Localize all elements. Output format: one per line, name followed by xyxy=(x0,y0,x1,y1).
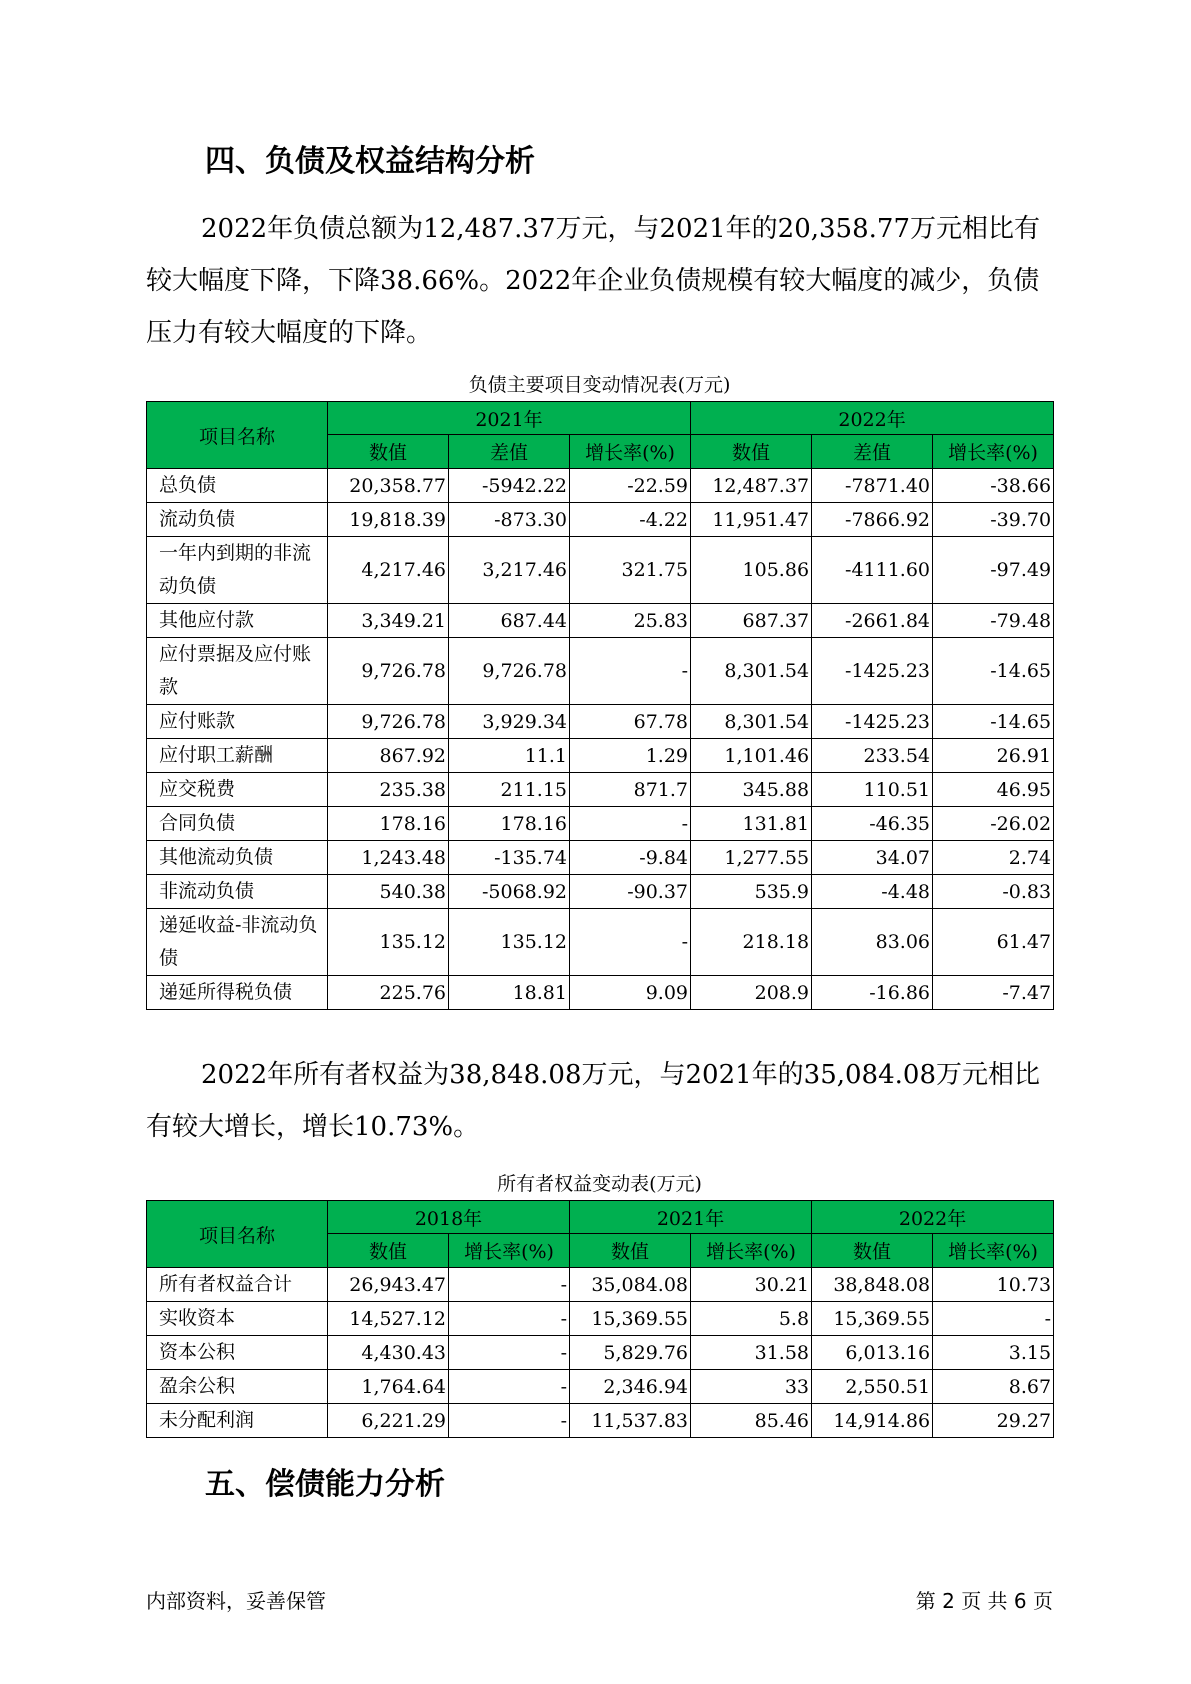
sub-header-growth: 增长率(%) xyxy=(449,1234,570,1268)
row-label: 应付账款 xyxy=(147,705,328,739)
table-cell: 1.29 xyxy=(570,739,691,773)
table-cell: 1,101.46 xyxy=(691,739,812,773)
table-cell: -14.65 xyxy=(933,638,1054,705)
table-cell: 4,217.46 xyxy=(328,537,449,604)
row-label: 未分配利润 xyxy=(147,1404,328,1438)
table-cell: 3,929.34 xyxy=(449,705,570,739)
table-cell: 46.95 xyxy=(933,773,1054,807)
table-cell: 867.92 xyxy=(328,739,449,773)
sub-header-growth: 增长率(%) xyxy=(691,1234,812,1268)
row-label: 其他应付款 xyxy=(147,604,328,638)
table-cell: 2,550.51 xyxy=(812,1370,933,1404)
table-cell: 61.47 xyxy=(933,909,1054,976)
table-cell: 20,358.77 xyxy=(328,469,449,503)
row-label: 盈余公积 xyxy=(147,1370,328,1404)
table-cell: -39.70 xyxy=(933,503,1054,537)
table-cell: 687.37 xyxy=(691,604,812,638)
table-cell: 687.44 xyxy=(449,604,570,638)
table-cell: -1425.23 xyxy=(812,705,933,739)
table-cell: 1,277.55 xyxy=(691,841,812,875)
table-cell: -0.83 xyxy=(933,875,1054,909)
table-cell: -90.37 xyxy=(570,875,691,909)
table-cell: 6,013.16 xyxy=(812,1336,933,1370)
table-cell: - xyxy=(449,1268,570,1302)
sub-header-growth: 增长率(%) xyxy=(933,435,1054,469)
table-cell: 233.54 xyxy=(812,739,933,773)
table-cell: - xyxy=(570,909,691,976)
table-cell: -46.35 xyxy=(812,807,933,841)
table-row xyxy=(147,1302,1054,1336)
table-cell: 8,301.54 xyxy=(691,705,812,739)
row-label: 非流动负债 xyxy=(147,875,328,909)
sub-header-diff: 差值 xyxy=(812,435,933,469)
table-cell: -2661.84 xyxy=(812,604,933,638)
year-header-2022: 2022年 xyxy=(812,1201,1054,1234)
col-header-item-name: 项目名称 xyxy=(147,402,328,469)
table-cell: -26.02 xyxy=(933,807,1054,841)
table-cell: 131.81 xyxy=(691,807,812,841)
table-row xyxy=(147,739,1054,773)
table-row xyxy=(147,469,1054,503)
table-cell: -7.47 xyxy=(933,976,1054,1010)
table-cell: 26,943.47 xyxy=(328,1268,449,1302)
table-cell: 211.15 xyxy=(449,773,570,807)
sub-header-value: 数值 xyxy=(328,435,449,469)
table-cell: 9,726.78 xyxy=(328,638,449,705)
table-cell: 8.67 xyxy=(933,1370,1054,1404)
year-header-2021: 2021年 xyxy=(328,402,691,435)
table-row xyxy=(147,638,1054,705)
liabilities-table xyxy=(146,401,1054,1010)
table-cell: 871.7 xyxy=(570,773,691,807)
table-cell: - xyxy=(449,1336,570,1370)
row-label: 应付票据及应付账款 xyxy=(147,638,328,705)
table-cell: 225.76 xyxy=(328,976,449,1010)
col-header-item-name: 项目名称 xyxy=(147,1201,328,1268)
table-cell: 9.09 xyxy=(570,976,691,1010)
table-cell: 218.18 xyxy=(691,909,812,976)
table-cell: 110.51 xyxy=(812,773,933,807)
year-header-2022: 2022年 xyxy=(691,402,1054,435)
row-label: 应交税费 xyxy=(147,773,328,807)
table-cell: 8,301.54 xyxy=(691,638,812,705)
sub-header-growth: 增长率(%) xyxy=(933,1234,1054,1268)
table-cell: 2.74 xyxy=(933,841,1054,875)
table-row xyxy=(147,773,1054,807)
table-cell: -4.22 xyxy=(570,503,691,537)
table-cell: -16.86 xyxy=(812,976,933,1010)
table-cell: 30.21 xyxy=(691,1268,812,1302)
table-cell: -5942.22 xyxy=(449,469,570,503)
sub-header-value: 数值 xyxy=(570,1234,691,1268)
year-header-2018: 2018年 xyxy=(328,1201,570,1234)
table-cell: 34.07 xyxy=(812,841,933,875)
table-cell: 1,764.64 xyxy=(328,1370,449,1404)
row-label: 所有者权益合计 xyxy=(147,1268,328,1302)
sub-header-diff: 差值 xyxy=(449,435,570,469)
table-cell: 26.91 xyxy=(933,739,1054,773)
table-row xyxy=(147,909,1054,976)
table-cell: -4111.60 xyxy=(812,537,933,604)
table-cell: - xyxy=(933,1302,1054,1336)
table-cell: 33 xyxy=(691,1370,812,1404)
table-cell: 38,848.08 xyxy=(812,1268,933,1302)
table-cell: 15,369.55 xyxy=(570,1302,691,1336)
table-cell: 25.83 xyxy=(570,604,691,638)
table-cell: -5068.92 xyxy=(449,875,570,909)
page-number: 第 2 页 共 6 页 xyxy=(915,1589,1053,1613)
table-cell: 178.16 xyxy=(449,807,570,841)
equity-paragraph: 2022年所有者权益为38,848.08万元，与2021年的35,084.08万元相比有较大增长，增长10.73%。 xyxy=(146,1060,1040,1142)
table-cell: 15,369.55 xyxy=(812,1302,933,1336)
row-label: 递延收益-非流动负债 xyxy=(147,909,328,976)
section-5-title: 五、偿债能力分析 xyxy=(205,1467,445,1502)
table-cell: -97.49 xyxy=(933,537,1054,604)
table-row xyxy=(147,976,1054,1010)
table-cell: 1,243.48 xyxy=(328,841,449,875)
table-cell: -14.65 xyxy=(933,705,1054,739)
table-cell: 3,349.21 xyxy=(328,604,449,638)
sub-header-growth: 增长率(%) xyxy=(570,435,691,469)
table-cell: 208.9 xyxy=(691,976,812,1010)
table-cell: 10.73 xyxy=(933,1268,1054,1302)
table-cell: 2,346.94 xyxy=(570,1370,691,1404)
table-cell: -873.30 xyxy=(449,503,570,537)
table-row xyxy=(147,604,1054,638)
row-label: 其他流动负债 xyxy=(147,841,328,875)
table-row xyxy=(147,1268,1054,1302)
table-row xyxy=(147,807,1054,841)
sub-header-value: 数值 xyxy=(691,435,812,469)
table-cell: 12,487.37 xyxy=(691,469,812,503)
liabilities-paragraph: 2022年负债总额为12,487.37万元，与2021年的20,358.77万元相比有较大幅度下降，下降38.66%。2022年企业负债规模有较大幅度的减少，负债压力有较大幅度的下降。 xyxy=(146,214,1040,348)
table-cell: 67.78 xyxy=(570,705,691,739)
table-cell: 6,221.29 xyxy=(328,1404,449,1438)
sub-header-value: 数值 xyxy=(328,1234,449,1268)
table-row xyxy=(147,1404,1054,1438)
table-cell: 105.86 xyxy=(691,537,812,604)
table-row xyxy=(147,537,1054,604)
table-cell: - xyxy=(449,1370,570,1404)
row-label: 应付职工薪酬 xyxy=(147,739,328,773)
row-label: 一年内到期的非流动负债 xyxy=(147,537,328,604)
table-cell: 31.58 xyxy=(691,1336,812,1370)
table-cell: 14,914.86 xyxy=(812,1404,933,1438)
row-label: 总负债 xyxy=(147,469,328,503)
table-cell: -7871.40 xyxy=(812,469,933,503)
table-cell: -4.48 xyxy=(812,875,933,909)
table-cell: 5,829.76 xyxy=(570,1336,691,1370)
table-cell: 18.81 xyxy=(449,976,570,1010)
table-cell: -1425.23 xyxy=(812,638,933,705)
table-cell: 135.12 xyxy=(328,909,449,976)
table-cell: - xyxy=(449,1404,570,1438)
equity-table xyxy=(146,1200,1054,1438)
table-cell: 321.75 xyxy=(570,537,691,604)
table-cell: 35,084.08 xyxy=(570,1268,691,1302)
table-cell: 540.38 xyxy=(328,875,449,909)
table-cell: 11,951.47 xyxy=(691,503,812,537)
table-row xyxy=(147,705,1054,739)
table-row xyxy=(147,1336,1054,1370)
table-cell: 3.15 xyxy=(933,1336,1054,1370)
year-header-2021: 2021年 xyxy=(570,1201,812,1234)
table-cell: -7866.92 xyxy=(812,503,933,537)
liabilities-table-caption: 负债主要项目变动情况表(万元) xyxy=(468,374,731,396)
table-cell: 535.9 xyxy=(691,875,812,909)
equity-table-caption: 所有者权益变动表(万元) xyxy=(497,1173,702,1195)
table-cell: 3,217.46 xyxy=(449,537,570,604)
table-cell: 19,818.39 xyxy=(328,503,449,537)
table-cell: 5.8 xyxy=(691,1302,812,1336)
table-cell: 11,537.83 xyxy=(570,1404,691,1438)
table-cell: - xyxy=(570,638,691,705)
table-cell: - xyxy=(449,1302,570,1336)
table-row xyxy=(147,841,1054,875)
table-cell: - xyxy=(570,807,691,841)
table-cell: 14,527.12 xyxy=(328,1302,449,1336)
section-4-title: 四、负债及权益结构分析 xyxy=(205,144,535,179)
row-label: 流动负债 xyxy=(147,503,328,537)
table-cell: 235.38 xyxy=(328,773,449,807)
table-cell: 9,726.78 xyxy=(328,705,449,739)
table-row xyxy=(147,875,1054,909)
row-label: 递延所得税负债 xyxy=(147,976,328,1010)
table-cell: 11.1 xyxy=(449,739,570,773)
sub-header-value: 数值 xyxy=(812,1234,933,1268)
table-cell: 135.12 xyxy=(449,909,570,976)
table-row xyxy=(147,503,1054,537)
row-label: 资本公积 xyxy=(147,1336,328,1370)
table-cell: -135.74 xyxy=(449,841,570,875)
table-cell: 9,726.78 xyxy=(449,638,570,705)
table-cell: -79.48 xyxy=(933,604,1054,638)
row-label: 实收资本 xyxy=(147,1302,328,1336)
table-cell: -38.66 xyxy=(933,469,1054,503)
table-cell: -22.59 xyxy=(570,469,691,503)
table-row xyxy=(147,1370,1054,1404)
table-cell: 345.88 xyxy=(691,773,812,807)
table-cell: 4,430.43 xyxy=(328,1336,449,1370)
table-cell: 83.06 xyxy=(812,909,933,976)
table-cell: -9.84 xyxy=(570,841,691,875)
table-cell: 85.46 xyxy=(691,1404,812,1438)
table-cell: 178.16 xyxy=(328,807,449,841)
footer-note: 内部资料，妥善保管 xyxy=(146,1589,326,1613)
table-cell: 29.27 xyxy=(933,1404,1054,1438)
row-label: 合同负债 xyxy=(147,807,328,841)
